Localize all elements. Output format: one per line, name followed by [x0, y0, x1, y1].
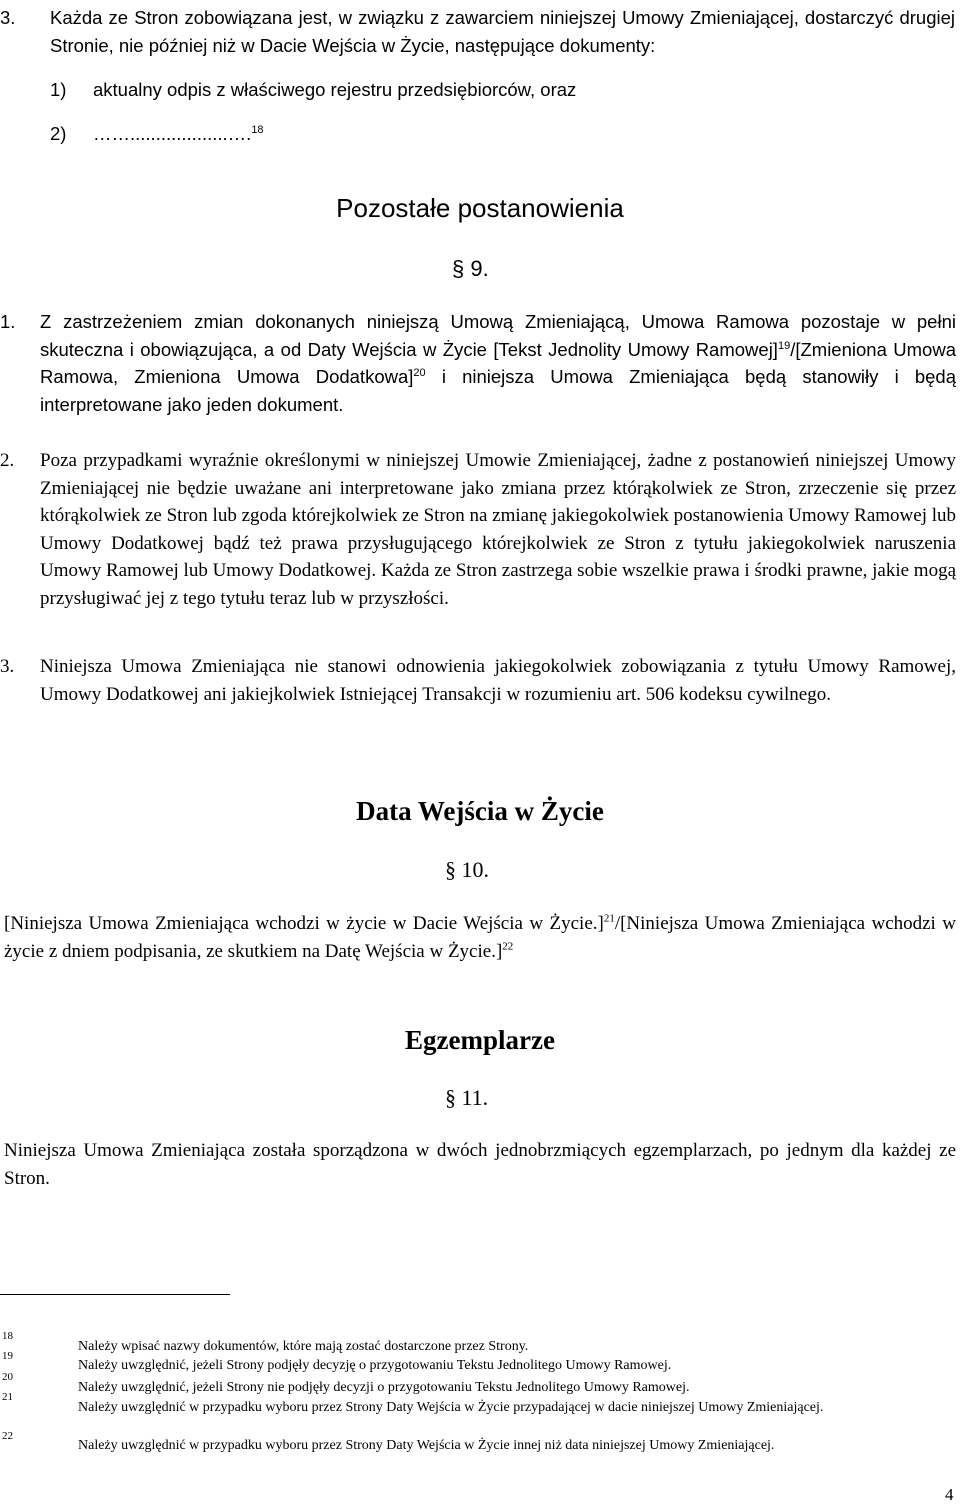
section-10-text: [Niniejsza Umowa Zmieniająca wchodzi w życie w Dacie Wejścia w Życie.]$^{21}$/[Niniejsza Umowa Zmieniająca wchodzi w życie z dniem podpisania, ze skutkiem na Datę Wejścia w Życie.]$^{22}$	[4, 912, 956, 962]
section-9-sign: § 9.	[452, 256, 489, 281]
footnote-number: 18	[2, 1330, 13, 1342]
footnote-separator	[0, 1294, 230, 1295]
footnote-number: 21	[2, 1391, 13, 1403]
section-11-sign: § 11.	[445, 1085, 489, 1110]
footnote-ref-18[interactable]: 18	[251, 123, 264, 136]
footnote-ref-19[interactable]: 19	[777, 339, 791, 352]
paragraph-text: Niniejsza Umowa Zmieniająca nie stanowi odnowienia jakiegokolwiek zobowiązania z tytułu Umowy Ramowej, Umowy Dodatkowej ani jakiejkolwiek Istniejącej Transakcji w rozumieniu art. 506 kodeksu cywilnego.	[40, 656, 956, 705]
paragraph-number: 3.	[0, 656, 15, 677]
paragraph-number: 1.	[0, 311, 16, 332]
footnote-text: Należy uwzględnić, jeżeli Strony podjęły decyzję o przygotowaniu Tekstu Jednolitego Umowy Ramowej.	[78, 1358, 672, 1373]
footnote-text: Należy uwzględnić w przypadku wyboru przez Strony Daty Wejścia w Życie przypadającej w dacie niniejszej Umowy Zmieniającej.	[78, 1400, 824, 1415]
footnote-text: Należy uwzględnić w przypadku wyboru przez Strony Daty Wejścia w Życie innej niż data niniejszej Umowy Zmieniającej.	[78, 1438, 775, 1453]
sublist-text: ……...................….$^{18}$	[93, 123, 264, 144]
footnote-number: 19	[2, 1350, 13, 1362]
page-number: 4	[945, 1485, 954, 1504]
paragraph-text: Poza przypadkami wyraźnie określonymi w niniejszej Umowie Zmieniającej, żadne z postanowień niniejszej Umowy Zmieniającej nie będzie uważane ani interpretowane jako zmiana przez którąkolwiek ze Stron, zrzeczenie się przez którąkolwiek ze Stron lub zgoda którejkolwiek ze Stron na zmianę jakiegokolwiek postanowienia Umowy Ramowej lub Umowy Dodatkowej bądź też prawa przysługującego którejkolwiek ze Stron z tytułu jakiegokolwiek naruszenia Umowy Ramowej lub Umowy Dodatkowej. Każda ze Stron zastrzega sobie wszelkie prawa i środki prawne, jakie mogą przysługiwać jej z tego tytułu teraz lub w przyszłości.	[40, 450, 957, 609]
footnote-ref-20[interactable]: 20	[413, 366, 426, 379]
sublist-text: aktualny odpis z właściwego rejestru przedsiębiorców, oraz	[93, 79, 577, 100]
paragraph-text: Z zastrzeżeniem zmian dokonanych niniejszą Umową Zmieniającą, Umowa Ramowa pozostaje w pełni skuteczna i obowiązująca, a od Daty Wejścia w Życie [Tekst Jednolity Umowy Ramowej]$^{19}$/[Zmieniona Umowa Ramowa, Zmieniona Umowa Dodatkowa]$^{20}$ i niniejsza Umowa Zmieniająca będą stanowiły i będą interpretowane jako jeden dokument.	[40, 311, 956, 415]
sublist-number: 2)	[50, 123, 67, 144]
sublist-number: 1)	[50, 79, 67, 100]
footnote-ref-22[interactable]: 22	[502, 940, 514, 953]
footnote-text: Należy wpisać nazwy dokumentów, które mają zostać dostarczone przez Strony.	[78, 1339, 529, 1354]
footnote-number: 20	[2, 1371, 13, 1383]
footnote-number: 22	[2, 1430, 13, 1442]
item-number: 3.	[0, 7, 16, 28]
section-10-heading: Data Wejścia w Życie	[356, 796, 604, 826]
footnote-ref-21[interactable]: 21	[603, 912, 615, 925]
section-11-text: Niniejsza Umowa Zmieniająca została sporządzona w dwóch jednobrzmiących egzemplarzach, po jednym dla każdej ze Stron.	[4, 1140, 956, 1189]
paragraph-number: 2.	[0, 450, 15, 471]
section-11-heading: Egzemplarze	[405, 1025, 555, 1055]
section-9-heading: Pozostałe postanowienia	[336, 193, 624, 223]
item-text: Każda ze Stron zobowiązana jest, w związku z zawarciem niniejszej Umowy Zmieniającej, dostarczyć drugiej Stronie, nie później niż w Dacie Wejścia w Życie, następujące dokumenty:	[50, 7, 955, 56]
footnote-text: Należy uwzględnić, jeżeli Strony nie podjęły decyzji o przygotowaniu Tekstu Jednolitego Umowy Ramowej.	[78, 1380, 690, 1395]
section-10-sign: § 10.	[445, 857, 489, 882]
